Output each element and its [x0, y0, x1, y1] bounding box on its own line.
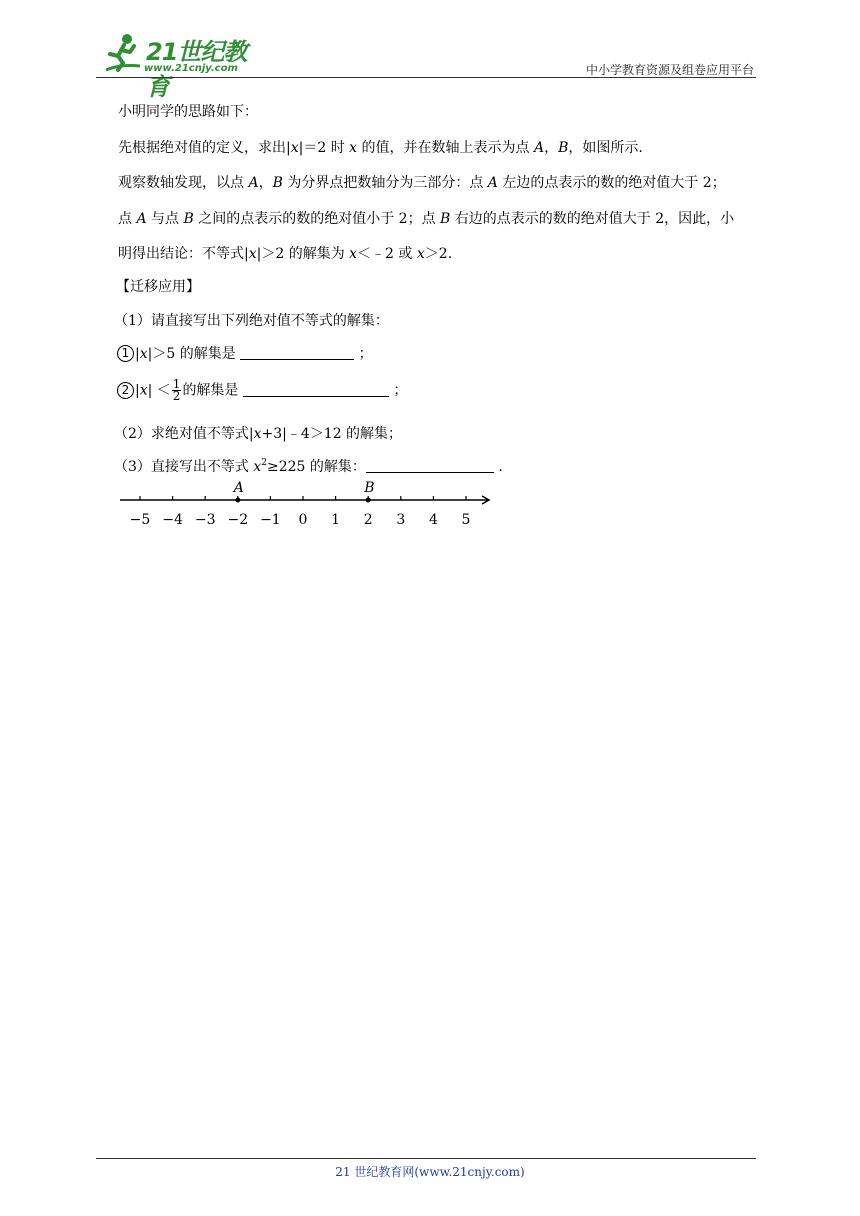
- answer-blank-1[interactable]: [240, 345, 354, 360]
- point-b: [366, 498, 371, 503]
- number-line-tick-label: 1: [331, 512, 341, 528]
- answer-blank-3[interactable]: [366, 458, 494, 473]
- number-line-tick-label: −4: [162, 512, 183, 528]
- arrow-right-icon: [480, 496, 489, 504]
- page-header: [96, 30, 756, 101]
- number-line-tick-label: −3: [194, 512, 216, 528]
- number-line-tick-label: 3: [396, 512, 406, 528]
- platform-title: 中小学教育资源及组卷应用平台: [585, 63, 754, 77]
- circled-number-1: 1: [117, 345, 134, 362]
- point-label-a: A: [233, 480, 244, 496]
- fraction-one-half: $\frac{1}{2}$: [172, 377, 181, 403]
- logo-url: www.21cnjy.com: [144, 63, 238, 74]
- section-heading: 【迁移应用】: [116, 279, 200, 295]
- number-line-tick-label: −2: [227, 512, 249, 528]
- circled-number-2: 2: [117, 382, 134, 399]
- question-1-part-1: 1 |x|＞5 的解集是 ；: [117, 343, 373, 363]
- paragraph-4: 点 A 与点 B 之间的点表示的数的绝对值小于 2；点 B 右边的点表示的数的绝对值大于 2，因此，小: [118, 211, 735, 227]
- number-line-tick-label: 5: [461, 512, 471, 528]
- paragraph-5: 明得出结论：不等式|x|＞2 的解集为 x＜﹣2 或 x＞2.: [118, 246, 453, 262]
- runner-logo-icon: [96, 30, 144, 78]
- question-2: （2）求绝对值不等式|x+3|﹣4＞12 的解集；: [114, 426, 403, 442]
- paragraph-3: 观察数轴发现，以点 A，B 为分界点把数轴分为三部分：点 A 左边的点表示的数的绝对值大于 2；: [118, 175, 726, 191]
- number-line-tick-label: −1: [260, 512, 281, 528]
- header-divider: [96, 77, 756, 78]
- footer-text: 21 世纪教育网(www.21cnjy.com): [335, 1165, 525, 1179]
- question-3: （3）直接写出不等式 $x^2\ge 225$ 的解集： .: [114, 458, 503, 475]
- number-line-tick-label: 4: [428, 512, 438, 528]
- paragraph-1: 小明同学的思路如下：: [118, 104, 258, 120]
- point-a: [235, 498, 240, 503]
- number-line-tick-label: −5: [129, 512, 151, 528]
- question-1: （1）请直接写出下列绝对值不等式的解集：: [114, 313, 389, 329]
- footer-divider: [96, 1158, 756, 1159]
- answer-blank-2[interactable]: [243, 382, 389, 397]
- paragraph-2: 先根据绝对值的定义，求出|x|＝2 时 x 的值，并在数轴上表示为点 A，B，如图所示.: [118, 140, 643, 156]
- point-label-b: B: [364, 480, 375, 496]
- number-line-tick-label: 2: [363, 512, 373, 528]
- question-1-part-2: 2 |x| ＜ $\frac{1}{2}$ 的解集是 ；: [117, 379, 407, 402]
- logo-text: 21世纪教育: [146, 38, 247, 101]
- logo: [96, 30, 266, 101]
- number-line-figure: [116, 478, 496, 530]
- number-line-tick-label: 0: [298, 512, 308, 528]
